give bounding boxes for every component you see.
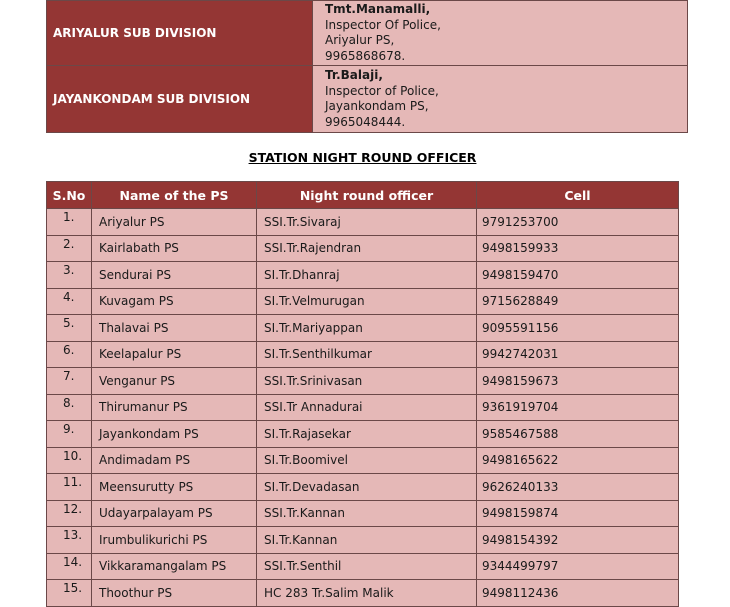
row-cell: 9498165622 bbox=[477, 447, 679, 474]
officer-phone: 9965868678. bbox=[325, 48, 406, 63]
table-row bbox=[47, 368, 679, 395]
subdivision-name: JAYANKONDAM SUB DIVISION bbox=[47, 66, 313, 133]
subdivision-row bbox=[47, 1, 688, 66]
row-ps-name: Irumbulikurichi PS bbox=[92, 527, 257, 554]
row-cell: 9585467588 bbox=[477, 421, 679, 448]
row-officer: SI.Tr.Senthilkumar bbox=[257, 341, 477, 368]
row-sno: 13. bbox=[47, 527, 92, 554]
table-row bbox=[47, 527, 679, 554]
row-ps-name: Kairlabath PS bbox=[92, 235, 257, 262]
row-ps-name: Thirumanur PS bbox=[92, 394, 257, 421]
table-row bbox=[47, 262, 679, 289]
row-sno: 9. bbox=[47, 421, 92, 448]
row-ps-name: Meensurutty PS bbox=[92, 474, 257, 501]
row-cell: 9498112436 bbox=[477, 580, 679, 607]
row-sno: 6. bbox=[47, 341, 92, 368]
table-row bbox=[47, 341, 679, 368]
header-ps-name: Name of the PS bbox=[92, 182, 257, 209]
subdivision-officer bbox=[313, 66, 688, 133]
row-sno: 1. bbox=[47, 209, 92, 236]
table-row bbox=[47, 394, 679, 421]
officer-phone: 9965048444. bbox=[325, 114, 406, 129]
table-row bbox=[47, 500, 679, 527]
row-officer: SI.Tr.Mariyappan bbox=[257, 315, 477, 342]
row-officer: SSI.Tr.Srinivasan bbox=[257, 368, 477, 395]
row-cell: 9498159673 bbox=[477, 368, 679, 395]
row-cell: 9942742031 bbox=[477, 341, 679, 368]
row-sno: 3. bbox=[47, 262, 92, 289]
row-ps-name: Keelapalur PS bbox=[92, 341, 257, 368]
row-officer: SI.Tr.Velmurugan bbox=[257, 288, 477, 315]
row-cell: 9498154392 bbox=[477, 527, 679, 554]
row-officer: SSI.Tr.Rajendran bbox=[257, 235, 477, 262]
row-officer: SI.Tr.Dhanraj bbox=[257, 262, 477, 289]
header-night-round-officer: Night round officer bbox=[257, 182, 477, 209]
row-officer: SSI.Tr.Sivaraj bbox=[257, 209, 477, 236]
table-row bbox=[47, 235, 679, 262]
table-row bbox=[47, 580, 679, 607]
row-cell: 9344499797 bbox=[477, 553, 679, 580]
row-officer: SSI.Tr.Kannan bbox=[257, 500, 477, 527]
row-officer: SSI.Tr.Senthil bbox=[257, 553, 477, 580]
table-row bbox=[47, 474, 679, 501]
table-row bbox=[47, 553, 679, 580]
header-cell: Cell bbox=[477, 182, 679, 209]
row-ps-name: Kuvagam PS bbox=[92, 288, 257, 315]
subdivision-row bbox=[47, 66, 688, 133]
officer-station: Ariyalur PS, bbox=[325, 33, 395, 47]
officer-officer-name: Tr.Balaji, bbox=[325, 68, 383, 82]
row-ps-name: Udayarpalayam PS bbox=[92, 500, 257, 527]
row-sno: 11. bbox=[47, 474, 92, 501]
row-officer: SI.Tr.Kannan bbox=[257, 527, 477, 554]
row-cell: 9498159470 bbox=[477, 262, 679, 289]
night-round-table bbox=[46, 181, 679, 607]
row-officer: SI.Tr.Rajasekar bbox=[257, 421, 477, 448]
row-sno: 15. bbox=[47, 580, 92, 607]
row-sno: 4. bbox=[47, 288, 92, 315]
table-header-row bbox=[47, 182, 679, 209]
row-ps-name: Jayankondam PS bbox=[92, 421, 257, 448]
officer-designation: Inspector Of Police, bbox=[325, 17, 441, 32]
header-sno: S.No bbox=[47, 182, 92, 209]
row-sno: 14. bbox=[47, 553, 92, 580]
officer-designation: Inspector of Police, bbox=[325, 83, 439, 98]
row-officer: SI.Tr.Boomivel bbox=[257, 447, 477, 474]
table-row bbox=[47, 209, 679, 236]
row-ps-name: Andimadam PS bbox=[92, 447, 257, 474]
row-cell: 9498159933 bbox=[477, 235, 679, 262]
row-officer: HC 283 Tr.Salim Malik bbox=[257, 580, 477, 607]
officer-station: Jayankondam PS, bbox=[325, 99, 429, 113]
row-sno: 12. bbox=[47, 500, 92, 527]
row-sno: 10. bbox=[47, 447, 92, 474]
row-sno: 7. bbox=[47, 368, 92, 395]
row-cell: 9791253700 bbox=[477, 209, 679, 236]
row-sno: 8. bbox=[47, 394, 92, 421]
row-ps-name: Thalavai PS bbox=[92, 315, 257, 342]
officer-officer-name: Tmt.Manamalli, bbox=[325, 2, 431, 16]
subdivision-officer bbox=[313, 1, 688, 66]
row-sno: 2. bbox=[47, 235, 92, 262]
row-officer: SI.Tr.Devadasan bbox=[257, 474, 477, 501]
row-ps-name: Vikkaramangalam PS bbox=[92, 553, 257, 580]
row-officer: SSI.Tr Annadurai bbox=[257, 394, 477, 421]
table-row bbox=[47, 421, 679, 448]
subdivision-table bbox=[46, 0, 688, 133]
table-row bbox=[47, 315, 679, 342]
row-cell: 9498159874 bbox=[477, 500, 679, 527]
row-sno: 5. bbox=[47, 315, 92, 342]
subdivision-name: ARIYALUR SUB DIVISION bbox=[47, 1, 313, 66]
row-cell: 9095591156 bbox=[477, 315, 679, 342]
row-ps-name: Thoothur PS bbox=[92, 580, 257, 607]
row-cell: 9626240133 bbox=[477, 474, 679, 501]
table-row bbox=[47, 288, 679, 315]
row-ps-name: Sendurai PS bbox=[92, 262, 257, 289]
row-cell: 9361919704 bbox=[477, 394, 679, 421]
table-row bbox=[47, 447, 679, 474]
row-ps-name: Venganur PS bbox=[92, 368, 257, 395]
section-heading: STATION NIGHT ROUND OFFICER bbox=[248, 150, 477, 165]
row-cell: 9715628849 bbox=[477, 288, 679, 315]
row-ps-name: Ariyalur PS bbox=[92, 209, 257, 236]
